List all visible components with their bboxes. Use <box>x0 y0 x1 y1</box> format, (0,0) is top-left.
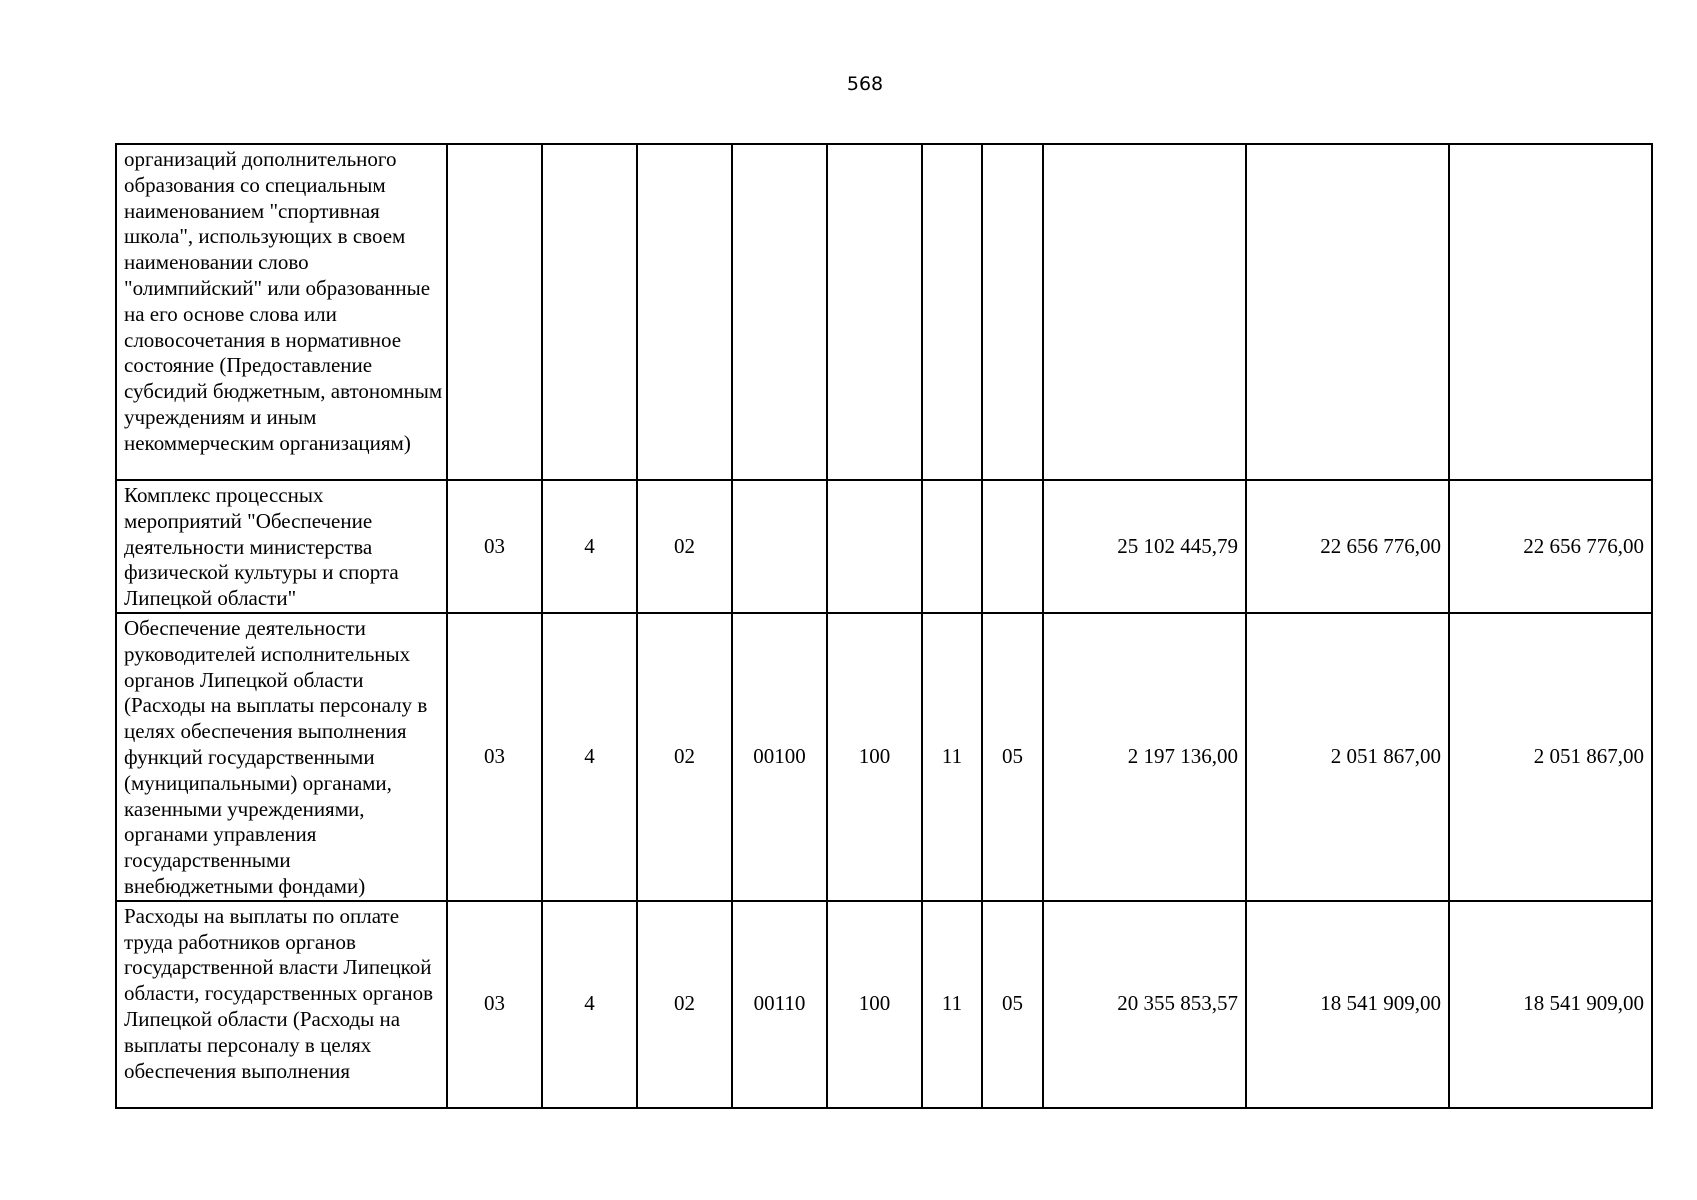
cell-complex: 02 <box>637 480 732 613</box>
cell-subprogram: 4 <box>542 613 637 901</box>
cell-subsection: 05 <box>982 613 1043 901</box>
cell-amount-2 <box>1246 144 1449 480</box>
cell-expense-type: 100 <box>827 613 922 901</box>
cell-complex <box>637 144 732 480</box>
cell-amount-2: 18 541 909,00 <box>1246 901 1449 1108</box>
cell-amount-1: 20 355 853,57 <box>1043 901 1246 1108</box>
cell-expense-type <box>827 480 922 613</box>
cell-amount-1 <box>1043 144 1246 480</box>
row-description: Комплекс процессных мероприятий "Обеспечение деятельности министерства физической культуры и спорта Липецкой области" <box>116 480 447 613</box>
cell-expense-type <box>827 144 922 480</box>
cell-section <box>922 144 982 480</box>
row-description: Обеспечение деятельности руководителей исполнительных органов Липецкой области (Расходы на выплаты персоналу в целях обеспечения выполнения функций государственными (муниципальными) органами, казенными учреждениями, органами управления государственными внебюджетными фондами) <box>116 613 447 901</box>
cell-amount-1: 2 197 136,00 <box>1043 613 1246 901</box>
table-row <box>116 144 1652 480</box>
row-description: организаций дополнительного образования со специальным наименованием "спортивная школа", использующих в своем наименовании слово "олимпийский" или образованные на его основе слова или словосочетания в нормативное состояние (Предоставление субсидий бюджетным, автономным учреждениям и иным некоммерческим организациям) <box>116 144 447 480</box>
cell-section <box>922 480 982 613</box>
cell-program <box>447 144 542 480</box>
cell-amount-2: 22 656 776,00 <box>1246 480 1449 613</box>
cell-program: 03 <box>447 901 542 1108</box>
cell-amount-3 <box>1449 144 1652 480</box>
table-row <box>116 613 1652 901</box>
cell-direction: 00100 <box>732 613 827 901</box>
table-row <box>116 901 1652 1108</box>
cell-section: 11 <box>922 613 982 901</box>
cell-direction <box>732 480 827 613</box>
cell-complex: 02 <box>637 901 732 1108</box>
cell-complex: 02 <box>637 613 732 901</box>
cell-subprogram <box>542 144 637 480</box>
cell-expense-type: 100 <box>827 901 922 1108</box>
budget-table <box>115 143 1653 1109</box>
cell-direction <box>732 144 827 480</box>
cell-amount-1: 25 102 445,79 <box>1043 480 1246 613</box>
cell-subprogram: 4 <box>542 901 637 1108</box>
cell-subprogram: 4 <box>542 480 637 613</box>
cell-amount-3: 18 541 909,00 <box>1449 901 1652 1108</box>
cell-program: 03 <box>447 613 542 901</box>
cell-subsection <box>982 480 1043 613</box>
page-number: 568 <box>846 73 884 95</box>
row-description: Расходы на выплаты по оплате труда работников органов государственной власти Липецкой области, государственных органов Липецкой области (Расходы на выплаты персоналу в целях обеспечения выполнения <box>116 901 447 1108</box>
cell-amount-3: 22 656 776,00 <box>1449 480 1652 613</box>
cell-subsection: 05 <box>982 901 1043 1108</box>
table-row <box>116 480 1652 613</box>
cell-subsection <box>982 144 1043 480</box>
cell-program: 03 <box>447 480 542 613</box>
cell-direction: 00110 <box>732 901 827 1108</box>
cell-amount-2: 2 051 867,00 <box>1246 613 1449 901</box>
cell-amount-3: 2 051 867,00 <box>1449 613 1652 901</box>
cell-section: 11 <box>922 901 982 1108</box>
